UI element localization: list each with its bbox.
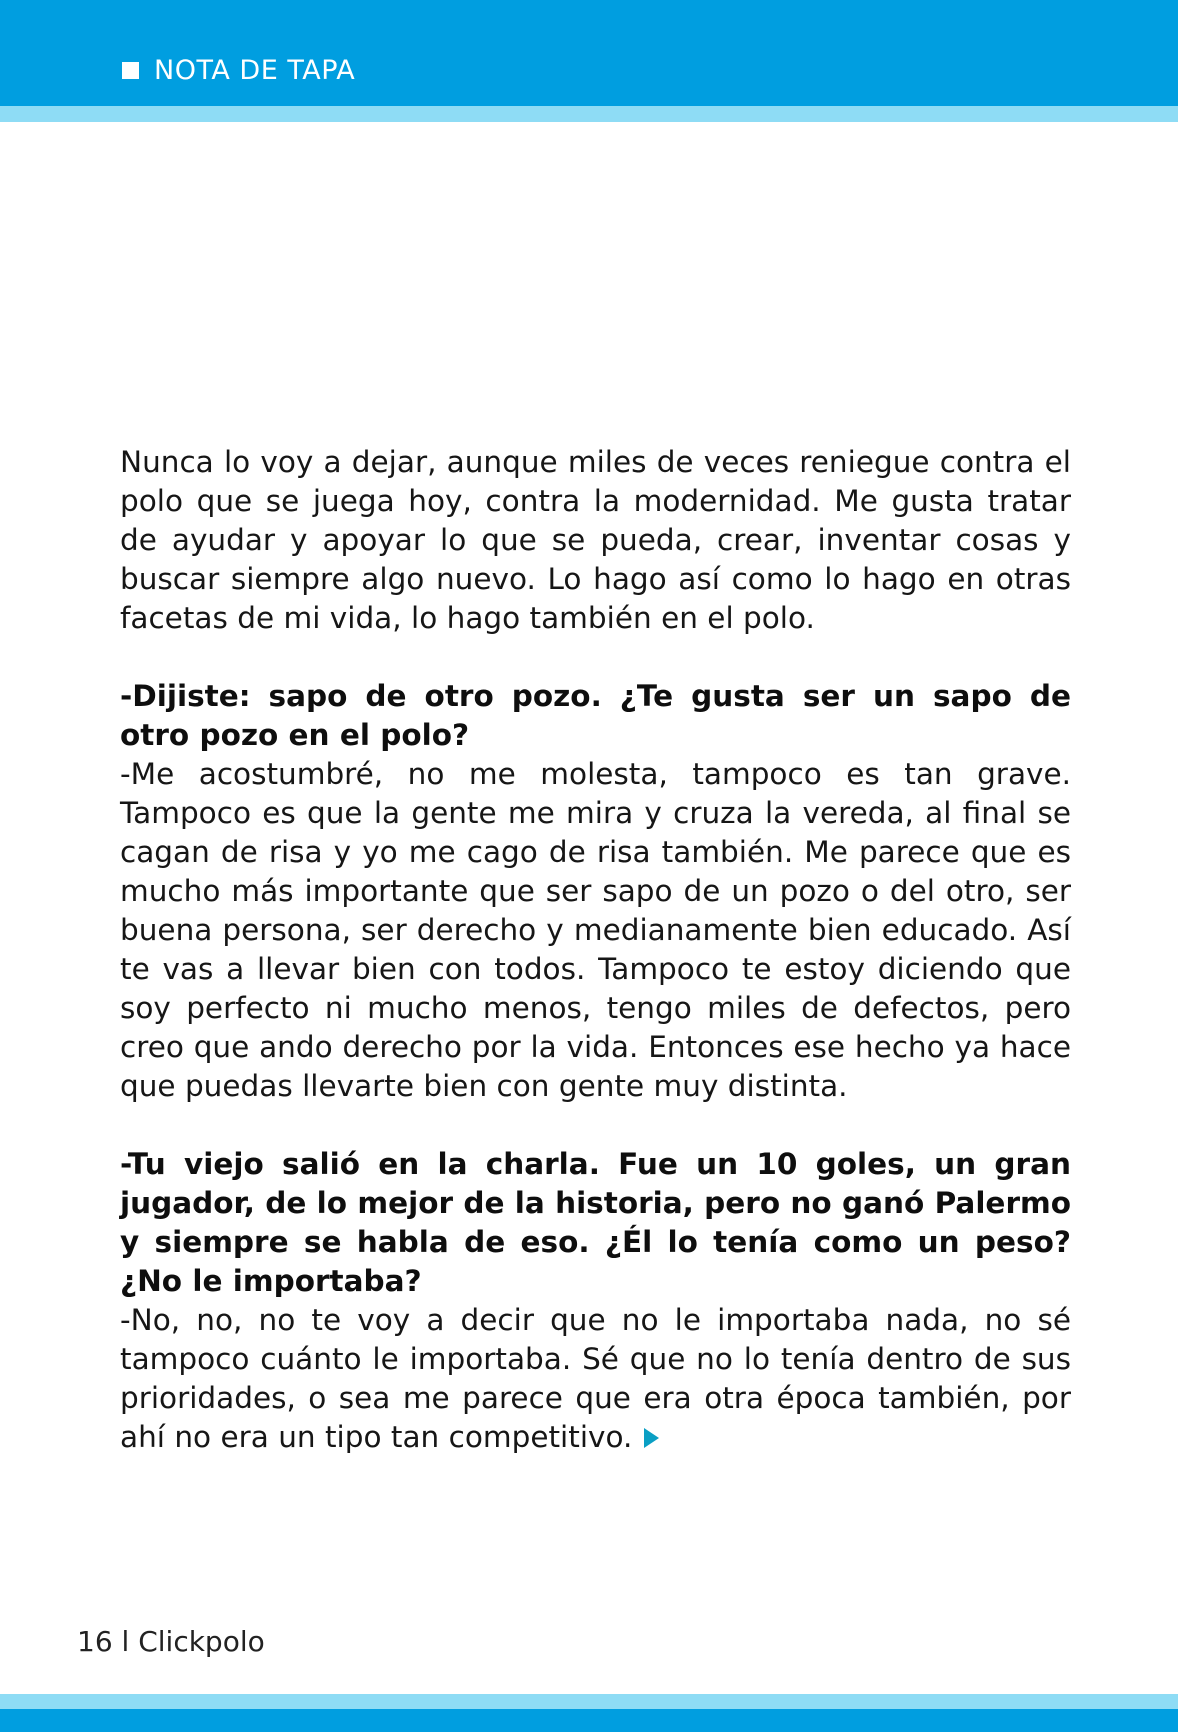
square-bullet-icon xyxy=(122,62,139,79)
footer-bar xyxy=(0,1709,1178,1732)
section-label xyxy=(122,50,355,90)
answer-paragraph: -Me acostumbré, no me molesta, tampoco es tan grave. Tampoco es que la gente me mira y cruza la vereda, al final se cagan de risa y yo me cago de risa también. Me parece que es mucho más importante que ser sapo de un pozo o del otro, ser buena persona, ser derecho y medianamente bien educado. Así te vas a llevar bien con todos. Tampoco te estoy diciendo que soy perfecto ni mucho menos, tengo miles de defectos, pero creo que ando derecho por la vida. Entonces ese hecho ya hace que puedas llevarte bien con gente muy distinta. xyxy=(120,757,1071,1103)
article-body xyxy=(120,443,1071,1457)
interview-question: -Dijiste: sapo de otro pozo. ¿Te gusta ser un sapo de otro pozo en el polo? xyxy=(120,679,1071,752)
footer-stripe xyxy=(0,1694,1178,1709)
answer-paragraph: Nunca lo voy a dejar, aunque miles de veces reniegue contra el polo que se juega hoy, contra la modernidad. Me gusta tratar de ayudar y apoyar lo que se pueda, crear, inventar cosas y buscar siempre algo nuevo. Lo hago así como lo hago en otras facetas de mi vida, lo hago también en el polo. xyxy=(120,445,1071,635)
continue-arrow-icon xyxy=(644,1428,659,1448)
header-stripe xyxy=(0,106,1178,122)
page-number-footer: 16 l Clickpolo xyxy=(77,1625,265,1658)
section-label-text: NOTA DE TAPA xyxy=(154,54,356,86)
answer-paragraph xyxy=(120,1301,1071,1457)
interview-question: -Tu viejo salió en la charla. Fue un 10 goles, un gran jugador, de lo mejor de la historia, pero no ganó Palermo y siempre se habla de eso. ¿Él lo tenía como un peso? ¿No le importaba? xyxy=(120,1147,1071,1298)
answer-text: -No, no, no te voy a decir que no le importaba nada, no sé tampoco cuánto le importaba. Sé que no lo tenía dentro de sus prioridades, o sea me parece que era otra época también, por ahí no era un tipo tan competitivo. xyxy=(120,1303,1071,1454)
